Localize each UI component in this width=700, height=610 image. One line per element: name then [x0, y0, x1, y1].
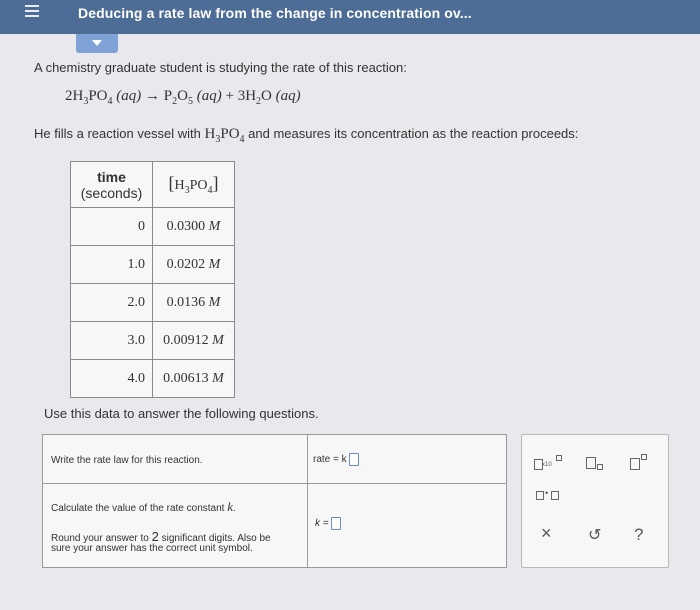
multiply-dot-button[interactable]: •	[536, 489, 562, 501]
collapse-button[interactable]	[76, 34, 118, 53]
reaction-equation: $2H_3PO_4$ $(aq) \to P_2O_5$ $(aq) + 3H_2O$ (aq)	[65, 88, 301, 107]
superscript-button[interactable]	[630, 453, 650, 471]
intro-text: A chemistry graduate student is studying the rate of this reaction:	[34, 60, 407, 75]
page-title: Deducing a rate law from the change in concentration ov...	[78, 5, 472, 21]
subscript-button[interactable]	[586, 453, 606, 471]
rate-law-input[interactable]	[349, 453, 359, 466]
math-toolbar	[521, 434, 669, 568]
undo-icon[interactable]: ↺	[588, 527, 602, 544]
table-row: 4.0 0.00613 M	[71, 360, 235, 398]
close-icon[interactable]: ×	[541, 523, 552, 543]
header-bar	[0, 0, 700, 34]
table-row: 2.0 0.0136 M	[71, 284, 235, 322]
instructions-text: Use this data to answer the following questions.	[44, 406, 319, 421]
rounding-instructions: Round your answer to 2 significant digits. Also be	[51, 529, 271, 544]
answer-panel	[42, 434, 507, 568]
time-header: time (seconds)	[71, 162, 153, 208]
question-rate-law: Write the rate law for this reaction.	[51, 455, 203, 466]
table-row: 1.0 0.0202 M	[71, 246, 235, 284]
table-row: 3.0 0.00912 M	[71, 322, 235, 360]
statement-text: He fills a reaction vessel with $H_3PO_4$ and measures its concentration as the reaction proceeds:	[34, 126, 579, 145]
concentration-table	[70, 161, 235, 398]
help-icon[interactable]: ?	[634, 525, 644, 544]
rate-law-answer: rate = k	[313, 453, 359, 466]
rate-constant-answer: k =	[315, 517, 341, 530]
unit-instructions: sure your answer has the correct unit symbol.	[51, 543, 253, 554]
menu-icon[interactable]	[25, 5, 39, 19]
rate-constant-input[interactable]	[331, 517, 341, 530]
chevron-down-icon	[92, 40, 102, 46]
concentration-header: $[H_3PO_4]$	[153, 162, 235, 208]
question-rate-constant: Calculate the value of the rate constant k.	[51, 499, 236, 514]
scientific-notation-button[interactable]: x10	[534, 453, 566, 471]
table-row: 0 0.0300 M	[71, 208, 235, 246]
